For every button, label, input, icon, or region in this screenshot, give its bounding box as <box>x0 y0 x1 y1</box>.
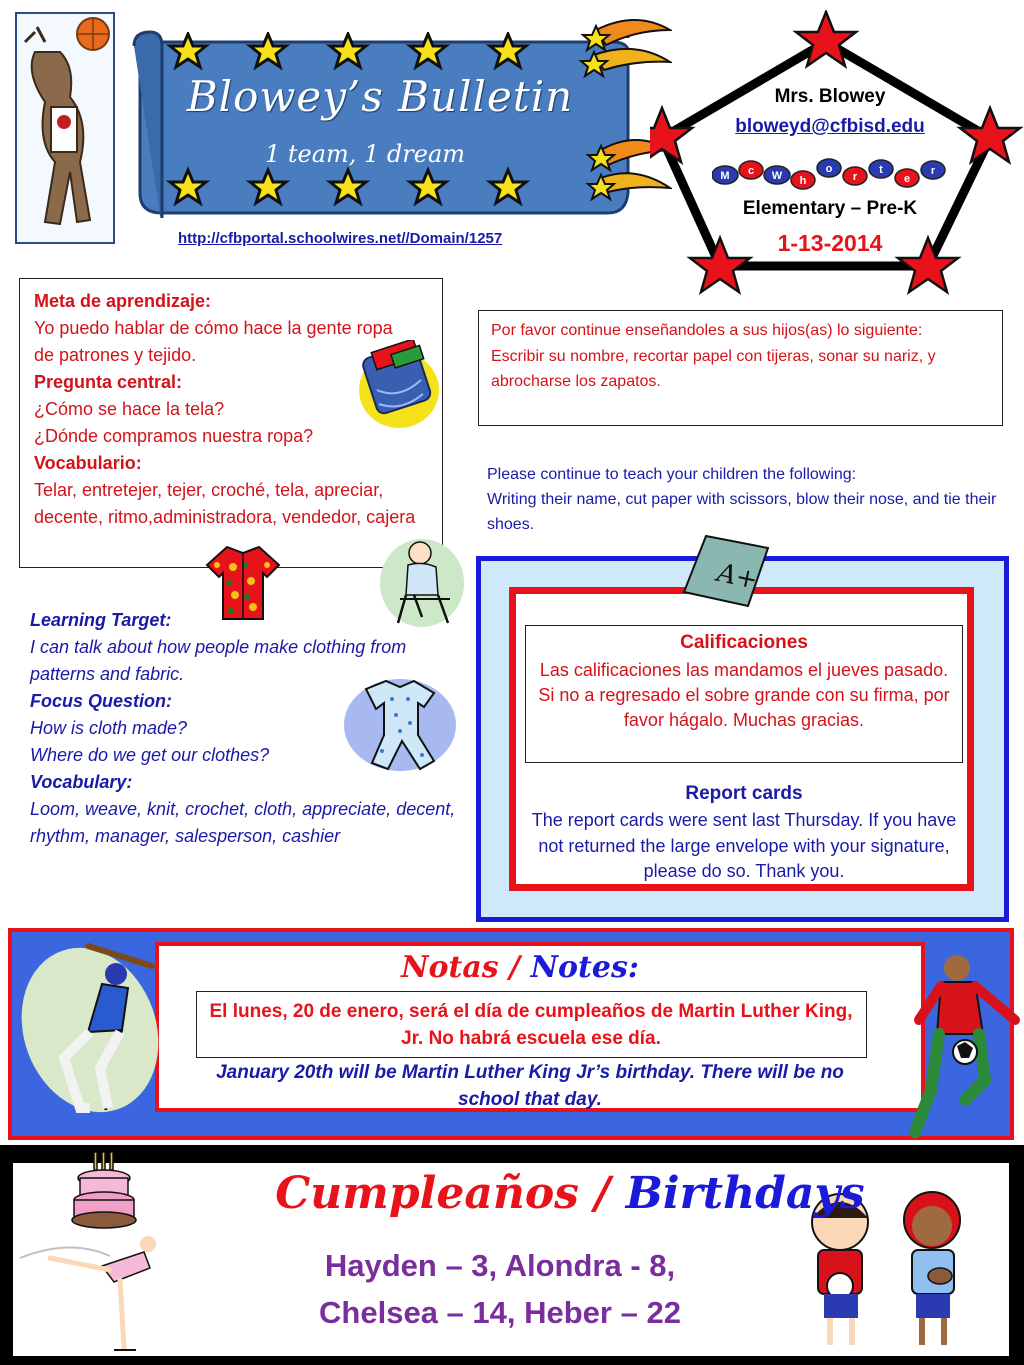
notes-title <box>300 950 740 985</box>
please-continue-text-spanish <box>491 318 991 395</box>
report-cards-body-en: The report cards were sent last Thursday. If you have not returned the large envelope with your signature, please do so. Thank you. <box>531 810 957 881</box>
bulletin-title: Blowey’s Bulletin <box>186 72 574 121</box>
logo-letter: h <box>799 175 807 187</box>
target-text-es: Yo puedo hablar de cómo hace la gente ropa de patrones y tejido. <box>34 318 393 365</box>
logo-letter: M <box>720 170 730 182</box>
folded-jeans-clipart <box>355 340 443 430</box>
target-text-en: I can talk about how people make clothing from patterns and fabric. <box>30 637 407 684</box>
question-label-es: Pregunta central: <box>34 372 183 392</box>
birthday-cake-skater-clipart <box>10 1148 180 1360</box>
notes-title-en: Notes: <box>530 950 639 985</box>
question-label-en: Focus Question: <box>30 691 173 711</box>
notes-title-es: Notas <box>401 950 499 985</box>
grade-paper-icon <box>678 530 773 610</box>
banner-stars <box>160 32 530 212</box>
pajamas-clipart <box>338 675 458 775</box>
birthdays-line-2: Chelsea – 14, Heber – 22 <box>319 1295 681 1330</box>
birthdays-title <box>200 1168 940 1219</box>
logo-letter: o <box>825 163 833 175</box>
vocab-text-en: Loom, weave, knit, crochet, cloth, appreciate, decent, rhythm, manager, salesperson, cashier <box>30 799 456 846</box>
website-link[interactable]: http://cfbportal.schoolwires.net//Domain/1257 <box>178 230 503 247</box>
report-cards-body-es: Las calificaciones las mandamos el jueves pasado. Si no a regresado el sobre grande con su firma, por favor hágalo. Muchas gracias. <box>538 660 950 730</box>
question-1-en: How is cloth made? <box>30 718 188 738</box>
teacher-name: Mrs. Blowey <box>774 86 886 107</box>
birthdays-line-1: Hayden – 3, Alondra - 8, <box>324 1248 676 1283</box>
mascot-illustration <box>15 12 115 244</box>
report-cards-title-en: Report cards <box>685 783 803 804</box>
school-logo <box>712 155 947 191</box>
logo-letter: r <box>930 165 936 177</box>
report-cards-title-es: Calificaciones <box>680 632 808 653</box>
baseball-player-clipart <box>18 940 168 1120</box>
notes-text-spanish: El lunes, 20 de enero, será el día de cumpleaños de Martin Luther King, Jr. No habrá escuela ese día. <box>209 1001 853 1049</box>
please-continue-en-line2: Writing their name, cut paper with scissors, blow their nose, and tie their shoes. <box>487 491 997 533</box>
svg-text:A+: A+ <box>714 558 761 596</box>
please-continue-es-line2: Escribir su nombre, recortar papel con tijeras, sonar su nariz, y abrocharse los zapatos. <box>491 347 936 390</box>
soccer-player-clipart <box>905 950 1024 1140</box>
bulletin-motto: 1 team, 1 dream <box>264 140 466 168</box>
target-label-en: Learning Target: <box>30 610 172 630</box>
logo-letter: e <box>903 173 911 185</box>
vocab-label-en: Vocabulary: <box>30 772 133 792</box>
notes-title-slash: / <box>509 950 521 985</box>
please-continue-en-line1: Please continue to teach your children the following: <box>487 466 857 483</box>
birthdays-title-en: Birthdays <box>625 1168 865 1219</box>
logo-letter: t <box>879 164 883 176</box>
logo-letter: r <box>852 171 858 183</box>
vocab-text-es: Telar, entretejer, tejer, croché, tela, apreciar, decente, ritmo,administradora, vendedor, cajera <box>34 480 416 527</box>
question-2-es: ¿Dónde compramos nuestra ropa? <box>34 426 314 446</box>
birthdays-title-slash: / <box>594 1168 611 1219</box>
logo-letter: c <box>747 165 755 177</box>
bulletin-date: 1-13-2014 <box>777 230 883 256</box>
target-label-es: Meta de aprendizaje: <box>34 291 212 311</box>
birthdays-title-es: Cumpleaños <box>275 1168 579 1219</box>
question-1-es: ¿Cómo se hace la tela? <box>34 399 225 419</box>
question-2-en: Where do we get our clothes? <box>30 745 270 765</box>
logo-letter: W <box>771 170 783 182</box>
vocab-label-es: Vocabulario: <box>34 453 142 473</box>
please-continue-text-english <box>487 462 1007 537</box>
school-name: Elementary – Pre-K <box>742 198 918 219</box>
notes-text-english: January 20th will be Martin Luther King Jr’s birthday. There will be no school that day. <box>216 1062 844 1110</box>
please-continue-es-line1: Por favor continue enseñandoles a sus hijos(as) lo siguiente: <box>491 322 923 339</box>
teacher-email-link[interactable]: bloweyd@cfbisd.edu <box>735 116 925 137</box>
